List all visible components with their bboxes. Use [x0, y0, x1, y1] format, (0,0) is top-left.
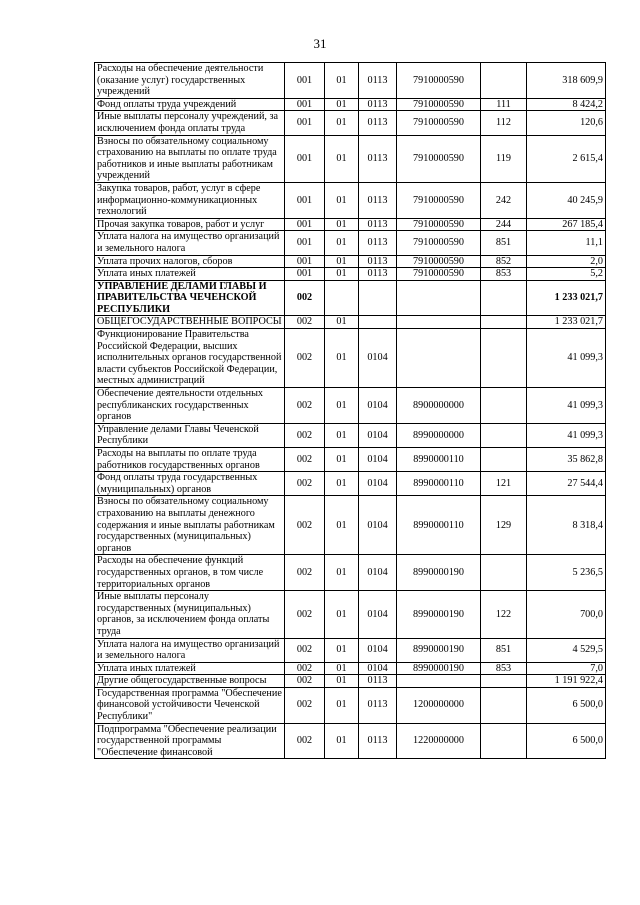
subsection-code-cell	[359, 280, 397, 316]
section-code-cell: 01	[325, 423, 359, 447]
ministry-code-cell: 002	[285, 591, 325, 638]
expense-name-cell: Фонд оплаты труда учреждений	[95, 98, 285, 111]
section-code-cell	[325, 280, 359, 316]
expense-name-cell: Уплата прочих налогов, сборов	[95, 255, 285, 268]
expense-type-code-cell	[481, 63, 527, 99]
amount-cell: 41 099,3	[527, 329, 606, 388]
amount-cell: 8 318,4	[527, 496, 606, 555]
table-row	[95, 255, 606, 268]
subsection-code-cell: 0104	[359, 638, 397, 662]
target-item-code-cell: 7910000590	[397, 182, 481, 218]
table-row	[95, 135, 606, 182]
expense-name-cell: Иные выплаты персоналу государственных (муниципальных) органов, за исключением фонда оплаты труда	[95, 591, 285, 638]
amount-cell: 2,0	[527, 255, 606, 268]
target-item-code-cell: 8990000000	[397, 423, 481, 447]
section-code-cell: 01	[325, 268, 359, 281]
section-code-cell: 01	[325, 316, 359, 329]
amount-cell: 2 615,4	[527, 135, 606, 182]
subsection-code-cell: 0113	[359, 675, 397, 688]
section-code-cell: 01	[325, 231, 359, 255]
ministry-code-cell: 001	[285, 63, 325, 99]
ministry-code-cell: 002	[285, 472, 325, 496]
expense-name-cell: Обеспечение деятельности отдельных республиканских государственных органов	[95, 388, 285, 424]
amount-cell: 5,2	[527, 268, 606, 281]
expense-name-cell: Подпрограмма "Обеспечение реализации государственной программы "Обеспечение финансовой	[95, 723, 285, 759]
amount-cell: 1 233 021,7	[527, 280, 606, 316]
table-row	[95, 448, 606, 472]
expense-type-code-cell: 111	[481, 98, 527, 111]
expense-name-cell: Функционирование Правительства Российской Федерации, высших исполнительных органов государственной власти субъектов Российской Федерации, местных администраций	[95, 329, 285, 388]
section-code-cell: 01	[325, 591, 359, 638]
budget-table	[94, 62, 606, 759]
ministry-code-cell: 002	[285, 723, 325, 759]
subsection-code-cell: 0104	[359, 555, 397, 591]
expense-name-cell: Взносы по обязательному социальному страхованию на выплаты по оплате труда работников и иные выплаты работникам учреждений	[95, 135, 285, 182]
section-code-cell: 01	[325, 111, 359, 135]
expense-type-code-cell	[481, 388, 527, 424]
ministry-code-cell: 001	[285, 135, 325, 182]
ministry-code-cell: 002	[285, 555, 325, 591]
table-row	[95, 472, 606, 496]
expense-name-cell: Государственная программа "Обеспечение финансовой устойчивости Чеченской Республики"	[95, 687, 285, 723]
subsection-code-cell: 0104	[359, 591, 397, 638]
ministry-code-cell: 002	[285, 316, 325, 329]
target-item-code-cell: 8990000190	[397, 555, 481, 591]
ministry-code-cell: 002	[285, 662, 325, 675]
ministry-code-cell: 001	[285, 231, 325, 255]
subsection-code-cell: 0113	[359, 218, 397, 231]
target-item-code-cell	[397, 329, 481, 388]
section-code-cell: 01	[325, 448, 359, 472]
target-item-code-cell: 8990000190	[397, 662, 481, 675]
table-row	[95, 98, 606, 111]
amount-cell: 35 862,8	[527, 448, 606, 472]
expense-type-code-cell: 852	[481, 255, 527, 268]
target-item-code-cell: 7910000590	[397, 268, 481, 281]
subsection-code-cell: 0113	[359, 182, 397, 218]
subsection-code-cell: 0104	[359, 329, 397, 388]
expense-name-cell: Расходы на обеспечение деятельности (оказание услуг) государственных учреждений	[95, 63, 285, 99]
amount-cell: 11,1	[527, 231, 606, 255]
subsection-code-cell: 0104	[359, 662, 397, 675]
amount-cell: 120,6	[527, 111, 606, 135]
amount-cell: 6 500,0	[527, 723, 606, 759]
expense-name-cell: Другие общегосударственные вопросы	[95, 675, 285, 688]
section-code-cell: 01	[325, 723, 359, 759]
target-item-code-cell: 8990000110	[397, 496, 481, 555]
table-row	[95, 423, 606, 447]
ministry-code-cell: 001	[285, 255, 325, 268]
ministry-code-cell: 001	[285, 98, 325, 111]
subsection-code-cell: 0104	[359, 388, 397, 424]
amount-cell: 40 245,9	[527, 182, 606, 218]
ministry-code-cell: 002	[285, 496, 325, 555]
target-item-code-cell: 7910000590	[397, 231, 481, 255]
target-item-code-cell	[397, 280, 481, 316]
ministry-code-cell: 002	[285, 675, 325, 688]
table-row	[95, 268, 606, 281]
expense-type-code-cell: 853	[481, 662, 527, 675]
subsection-code-cell: 0113	[359, 231, 397, 255]
subsection-code-cell: 0113	[359, 111, 397, 135]
section-code-cell: 01	[325, 63, 359, 99]
amount-cell: 1 191 922,4	[527, 675, 606, 688]
expense-type-code-cell: 244	[481, 218, 527, 231]
expense-name-cell: ОБЩЕГОСУДАРСТВЕННЫЕ ВОПРОСЫ	[95, 316, 285, 329]
expense-type-code-cell: 851	[481, 638, 527, 662]
expense-name-cell: Управление делами Главы Чеченской Республики	[95, 423, 285, 447]
section-code-cell: 01	[325, 675, 359, 688]
expense-name-cell: УПРАВЛЕНИЕ ДЕЛАМИ ГЛАВЫ И ПРАВИТЕЛЬСТВА ЧЕЧЕНСКОЙ РЕСПУБЛИКИ	[95, 280, 285, 316]
expense-name-cell: Уплата иных платежей	[95, 662, 285, 675]
section-code-cell: 01	[325, 662, 359, 675]
section-code-cell: 01	[325, 255, 359, 268]
budget-table-body	[95, 63, 606, 759]
expense-name-cell: Закупка товаров, работ, услуг в сфере информационно-коммуникационных технологий	[95, 182, 285, 218]
subsection-code-cell: 0104	[359, 496, 397, 555]
expense-type-code-cell	[481, 555, 527, 591]
amount-cell: 318 609,9	[527, 63, 606, 99]
target-item-code-cell: 7910000590	[397, 111, 481, 135]
subsection-code-cell: 0113	[359, 687, 397, 723]
table-row	[95, 662, 606, 675]
subsection-code-cell: 0113	[359, 255, 397, 268]
expense-type-code-cell	[481, 423, 527, 447]
table-row	[95, 555, 606, 591]
ministry-code-cell: 002	[285, 388, 325, 424]
table-row	[95, 280, 606, 316]
amount-cell: 6 500,0	[527, 687, 606, 723]
expense-type-code-cell: 121	[481, 472, 527, 496]
target-item-code-cell: 8990000110	[397, 448, 481, 472]
ministry-code-cell: 001	[285, 111, 325, 135]
table-row	[95, 316, 606, 329]
subsection-code-cell	[359, 316, 397, 329]
target-item-code-cell	[397, 316, 481, 329]
ministry-code-cell: 001	[285, 218, 325, 231]
section-code-cell: 01	[325, 496, 359, 555]
table-row	[95, 111, 606, 135]
page-number: 31	[313, 36, 327, 51]
subsection-code-cell: 0113	[359, 63, 397, 99]
expense-name-cell: Фонд оплаты труда государственных (муниципальных) органов	[95, 472, 285, 496]
table-row	[95, 218, 606, 231]
table-row	[95, 638, 606, 662]
expense-name-cell: Расходы на выплаты по оплате труда работников государственных органов	[95, 448, 285, 472]
subsection-code-cell: 0104	[359, 472, 397, 496]
ministry-code-cell: 002	[285, 280, 325, 316]
ministry-code-cell: 002	[285, 329, 325, 388]
expense-name-cell: Иные выплаты персоналу учреждений, за исключением фонда оплаты труда	[95, 111, 285, 135]
expense-type-code-cell: 112	[481, 111, 527, 135]
table-row	[95, 388, 606, 424]
expense-name-cell: Уплата налога на имущество организаций и земельного налога	[95, 231, 285, 255]
amount-cell: 5 236,5	[527, 555, 606, 591]
amount-cell: 700,0	[527, 591, 606, 638]
table-row	[95, 231, 606, 255]
expense-name-cell: Взносы по обязательному социальному страхованию на выплаты денежного содержания и иные выплаты работникам государственных (муниципальных) органов	[95, 496, 285, 555]
table-row	[95, 675, 606, 688]
section-code-cell: 01	[325, 388, 359, 424]
expense-type-code-cell: 242	[481, 182, 527, 218]
expense-name-cell: Уплата налога на имущество организаций и земельного налога	[95, 638, 285, 662]
expense-type-code-cell: 853	[481, 268, 527, 281]
expense-name-cell: Расходы на обеспечение функций государственных органов, в том числе территориальных органов	[95, 555, 285, 591]
table-row	[95, 496, 606, 555]
amount-cell: 41 099,3	[527, 388, 606, 424]
subsection-code-cell: 0113	[359, 135, 397, 182]
subsection-code-cell: 0104	[359, 448, 397, 472]
expense-name-cell: Прочая закупка товаров, работ и услуг	[95, 218, 285, 231]
expense-type-code-cell	[481, 675, 527, 688]
amount-cell: 267 185,4	[527, 218, 606, 231]
ministry-code-cell: 001	[285, 182, 325, 218]
subsection-code-cell: 0113	[359, 98, 397, 111]
amount-cell: 7,0	[527, 662, 606, 675]
amount-cell: 8 424,2	[527, 98, 606, 111]
amount-cell: 27 544,4	[527, 472, 606, 496]
ministry-code-cell: 002	[285, 687, 325, 723]
ministry-code-cell: 002	[285, 448, 325, 472]
ministry-code-cell: 002	[285, 638, 325, 662]
target-item-code-cell	[397, 675, 481, 688]
section-code-cell: 01	[325, 555, 359, 591]
section-code-cell: 01	[325, 135, 359, 182]
table-row	[95, 329, 606, 388]
expense-type-code-cell	[481, 280, 527, 316]
table-row	[95, 63, 606, 99]
target-item-code-cell: 1200000000	[397, 687, 481, 723]
section-code-cell: 01	[325, 472, 359, 496]
expense-type-code-cell: 122	[481, 591, 527, 638]
table-row	[95, 687, 606, 723]
target-item-code-cell: 7910000590	[397, 63, 481, 99]
target-item-code-cell: 8990000190	[397, 638, 481, 662]
target-item-code-cell: 8990000190	[397, 591, 481, 638]
target-item-code-cell: 8900000000	[397, 388, 481, 424]
expense-type-code-cell	[481, 316, 527, 329]
amount-cell: 41 099,3	[527, 423, 606, 447]
expense-type-code-cell: 129	[481, 496, 527, 555]
target-item-code-cell: 7910000590	[397, 255, 481, 268]
table-row	[95, 723, 606, 759]
ministry-code-cell: 002	[285, 423, 325, 447]
subsection-code-cell: 0113	[359, 268, 397, 281]
expense-type-code-cell: 851	[481, 231, 527, 255]
amount-cell: 4 529,5	[527, 638, 606, 662]
target-item-code-cell: 1220000000	[397, 723, 481, 759]
subsection-code-cell: 0104	[359, 423, 397, 447]
ministry-code-cell: 001	[285, 268, 325, 281]
section-code-cell: 01	[325, 182, 359, 218]
subsection-code-cell: 0113	[359, 723, 397, 759]
target-item-code-cell: 7910000590	[397, 218, 481, 231]
section-code-cell: 01	[325, 638, 359, 662]
expense-type-code-cell	[481, 687, 527, 723]
expense-type-code-cell	[481, 448, 527, 472]
target-item-code-cell: 8990000110	[397, 472, 481, 496]
expense-type-code-cell	[481, 723, 527, 759]
target-item-code-cell: 7910000590	[397, 98, 481, 111]
expense-name-cell: Уплата иных платежей	[95, 268, 285, 281]
section-code-cell: 01	[325, 218, 359, 231]
section-code-cell: 01	[325, 329, 359, 388]
table-row	[95, 591, 606, 638]
target-item-code-cell: 7910000590	[397, 135, 481, 182]
amount-cell: 1 233 021,7	[527, 316, 606, 329]
table-row	[95, 182, 606, 218]
expense-type-code-cell: 119	[481, 135, 527, 182]
section-code-cell: 01	[325, 98, 359, 111]
section-code-cell: 01	[325, 687, 359, 723]
expense-type-code-cell	[481, 329, 527, 388]
